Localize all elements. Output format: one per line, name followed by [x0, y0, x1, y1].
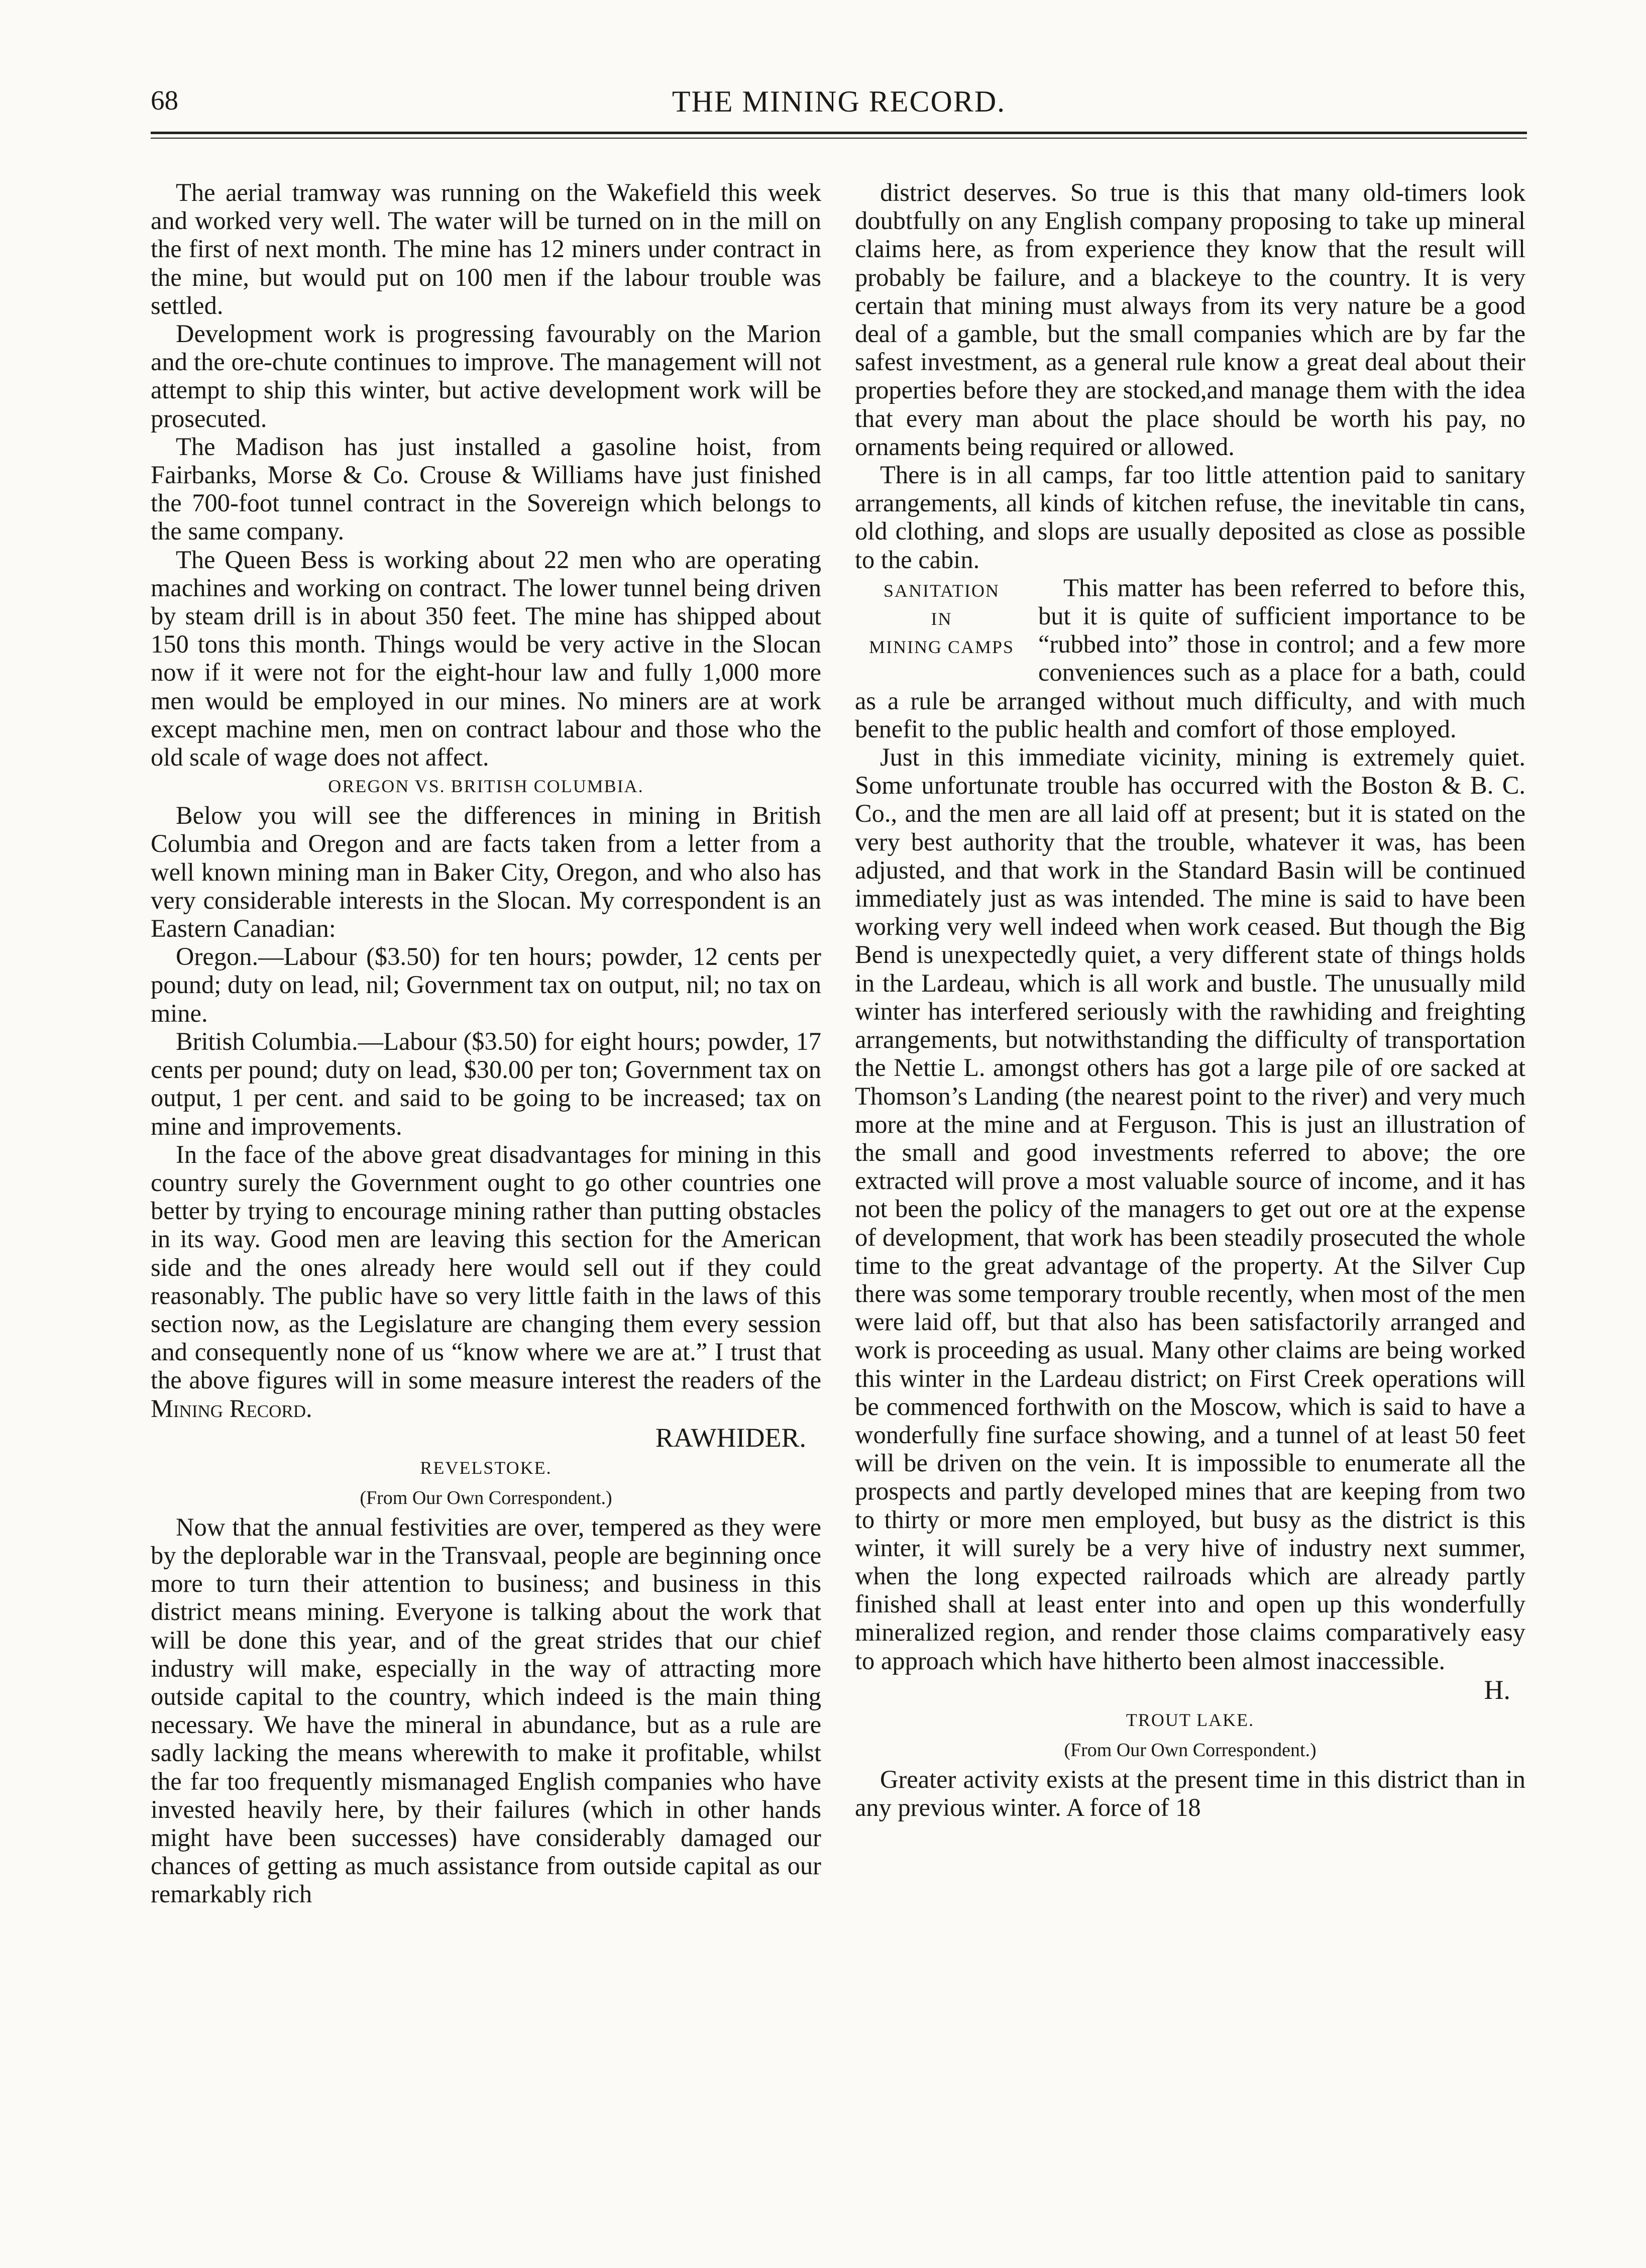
signature-rawhider: RAWHIDER. [655, 1422, 806, 1453]
paragraph-disadvantages-text: In the face of the above great disadvantages for mining in this country surely the Government ought to go other countries one better by trying to encourage mining rather than putting obstacles in its way. Good men are leaving this section for the American side and the ones already here would sell out if they could reasonably. The public have so very little faith in the laws of this section now, as the Legislature are changing them every session and consequently none of us “know where we are at.” I trust that the above figures will in some measure interest the readers of the [151, 1140, 821, 1394]
paragraph-trout-lake: Greater activity exists at the present time in this district than in any previous winter. A force of 18 [855, 1765, 1525, 1821]
journal-name: Mining Record. [151, 1394, 312, 1423]
paragraph-vicinity: Just in this immediate vicinity, mining is extremely quiet. Some unfortunate trouble has occurred with the Boston & B. C. Co., and the men are all laid off at present; but it is stated on the very best authority that the trouble, whatever it was, has been adjusted, and that work in the Standard Basin will be continued immediately just as was intended. The mine is said to have been working very well indeed when work ceased. But though the Big Bend is unexpectedly quiet, a very different state of things holds in the Lardeau, which is all work and bustle. The unusually mild winter has interfered seriously with the rawhiding and freighting arrangements, but notwithstanding the difficulty of transportation the Nettie L. amongst others has got a large pile of ore sacked at Thomson’s Landing (the nearest point to the river) and very much more at the mine and at Ferguson. This is just an illustration of the small and good investments referred to above; the ore extracted will prove a most valuable source of income, and it has not been the policy of the managers to get out ore at the expense of development, that work has been steadily prosecuted the whole time to the great advantage of the property. At the Silver Cup there was some temporary trouble recently, when most of the men were laid off, but that also has been satisfactorily arranged and work is proceeding as usual. Many other claims are being worked this winter in the Lardeau district; on First Creek operations will be commenced forthwith on the Moscow, which is said to have a wonderfully fine surface showing, and a tunnel of at least 50 feet will be driven on the vein. It is impossible to enumerate all the prospects and partly developed mines that are keeping from two to thirty or more men employed, but busy as the district is this winter, it will surely be a very hive of industry next summer, when the long expected railroads which are already partly finished shall at least enter into and open up this wonderfully mineralized region, and render those claims comparatively easy to approach which have hitherto been almost inaccessible. [855, 743, 1525, 1675]
paragraph-oregon: Oregon.—Labour ($3.50) for ten hours; powder, 12 cents per pound; duty on lead, nil; Government tax on output, nil; no tax on mine. [151, 942, 821, 1027]
header-rule-thin [151, 138, 1527, 139]
margin-note-line: IN [931, 609, 952, 629]
section-heading-trout-lake: TROUT LAKE. [1126, 1709, 1255, 1730]
paragraph-queen-bess: The Queen Bess is working about 22 men who are operating machines and working on contract. The lower tunnel being driven by steam drill is in about 350 feet. The mine has shipped about 150 tons this month. Things would be very active in the Slocan now if it were not for the eight-hour law and fully 1,000 more men would be employed in our mines. No miners are at work except machine men, men on contract labour and those who the old scale of wage does not affect. [151, 545, 821, 772]
paragraph-differences: Below you will see the differences in mining in British Columbia and Oregon and are facts taken from a letter from a well known mining man in Baker City, Oregon, and who also has very considerable interests in the Slocan. My correspondent is an Eastern Canadian: [151, 801, 821, 943]
section-heading-revelstoke: REVELSTOKE. [420, 1457, 552, 1478]
paragraph-madison: The Madison has just installed a gasoline hoist, from Fairbanks, Morse & Co. Crouse & Williams have just finished the 700-foot tunnel contract in the Sovereign which belongs to the same company. [151, 432, 821, 546]
correspondent-line: (From Our Own Correspondent.) [360, 1487, 612, 1508]
paragraph-sanitary: There is in all camps, far too little attention paid to sanitary arrangements, all kinds of kitchen refuse, the inevitable tin cans, old clothing, and slops are usually deposited as close as possible to the cabin. [855, 461, 1525, 574]
paragraph-marion: Development work is progressing favourably on the Marion and the ore-chute continues to improve. The management will not attempt to ship this winter, but active development work will be prosecuted. [151, 319, 821, 433]
page-header [151, 84, 1527, 130]
paragraph-sanitation: This matter has been referred to before this, but it is quite of sufficient importance to be “rubbed into” those in control; and a few more conveniences such as a place for a bath, could as a rule be arranged without much difficulty, and with much benefit to the public health and comfort of those employed. [855, 573, 1525, 743]
margin-note-line: MINING CAMPS [868, 637, 1015, 658]
page-number: 68 [151, 85, 178, 116]
correspondent-line: (From Our Own Correspondent.) [1064, 1739, 1316, 1761]
paragraph-wakefield: The aerial tramway was running on the Wakefield this week and worked very well. The water will be turned on in the mill on the first of next month. The mine has 12 miners under contract in the mine, but would put on 100 men if the labour trouble was settled. [151, 178, 821, 319]
paragraph-district: district deserves. So true is this that many old-timers look doubtfully on any English company proposing to take up mineral claims here, as from experience they know that the result will probably be failure, and a blackeye to the country. It is very certain that mining must always from its very nature be a good deal of a gamble, but the small companies which are by far the safest investment, as a general rule know a great deal about their properties before they are stocked,and manage them with the idea that every man about the place should be worth his pay, no ornaments being required or allowed. [855, 178, 1525, 461]
paragraph-british-columbia: British Columbia.—Labour ($3.50) for eight hours; powder, 17 cents per pound; duty on lead, $30.00 per ton; Government tax on output, 1 per cent. and said to be going to be increased; tax on mine and improvements. [151, 1027, 821, 1140]
paragraph-revelstoke: Now that the annual festivities are over, tempered as they were by the deplorable war in the Transvaal, people are beginning once more to turn their attention to business; and business in this district means mining. Everyone is talking about the work that will be done this year, and of the great strides that our chief industry will make, especially in the way of attracting more outside capital to the country, which indeed is the main thing necessary. We have the mineral in abundance, but as a rule are sadly lacking the means wherewith to make it profitable, whilst the far too frequently mismanaged English companies who have invested heavily here, by their failures (which in other hands might have been successes) have considerably damaged our chances of getting as much assistance from outside capital as our remarkably rich [151, 1513, 821, 1908]
header-rule [151, 132, 1527, 134]
paragraph-disadvantages [151, 1140, 821, 1423]
margin-note-line: SANITATION [883, 580, 1000, 601]
left-column [151, 178, 821, 1908]
right-column [855, 178, 1525, 1821]
running-title: THE MINING RECORD. [672, 85, 1006, 118]
signature-h: H. [1484, 1674, 1510, 1705]
margin-note-sanitation [855, 577, 1028, 662]
section-heading-oregon: OREGON VS. BRITISH COLUMBIA. [328, 776, 644, 797]
